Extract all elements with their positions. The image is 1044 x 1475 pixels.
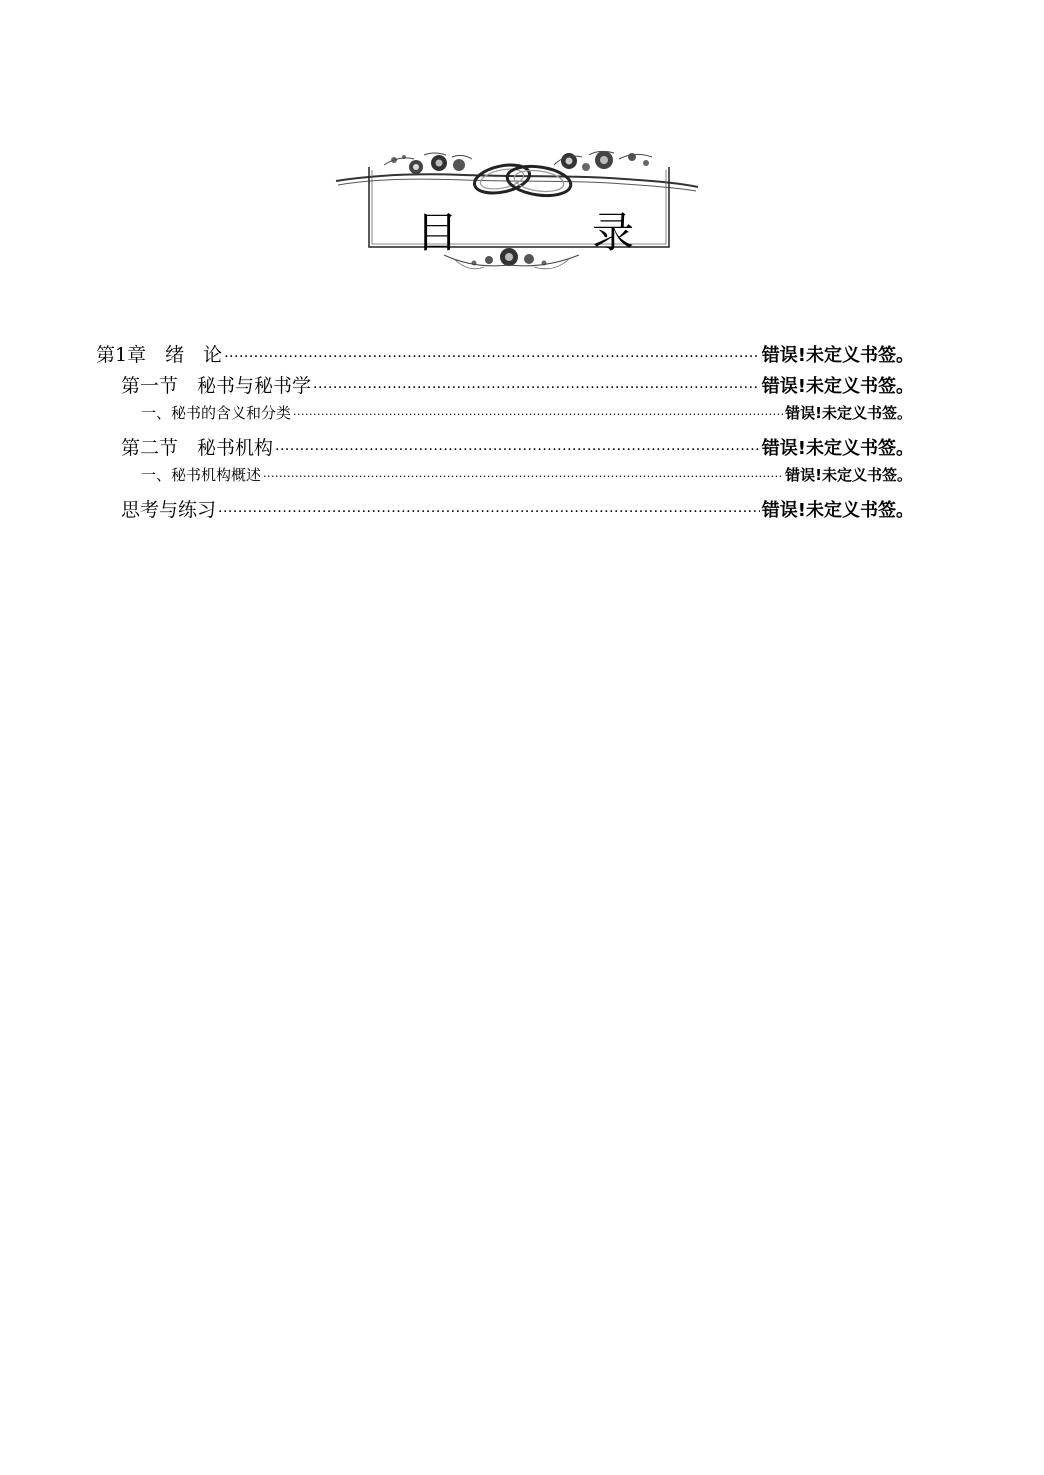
toc-title-char-1: 目 <box>416 208 459 257</box>
toc-entry-page-ref: 错误!未定义书签。 <box>785 404 912 422</box>
toc-entry-page-ref: 错误!未定义书签。 <box>785 466 912 484</box>
toc-entry-chapter-1[interactable] <box>96 340 914 371</box>
toc-entry-label: 第二节 秘书机构 <box>121 437 274 459</box>
floral-ring-frame-icon <box>334 145 702 280</box>
toc-dot-leader <box>218 504 760 520</box>
toc-entry-label: 思考与练习 <box>121 499 217 521</box>
toc-title-char-2: 录 <box>592 208 635 257</box>
toc-entry-label: 第一节 秘书与秘书学 <box>121 375 312 397</box>
toc-entry-label: 一、秘书机构概述 <box>141 466 262 484</box>
toc-entry-subsection-2-1[interactable] <box>96 464 914 495</box>
toc-entry-subsection-1-1[interactable] <box>96 402 914 433</box>
toc-dot-leader <box>313 380 760 396</box>
toc-entry-page-ref: 错误!未定义书签。 <box>761 376 914 397</box>
table-of-contents <box>96 340 914 526</box>
toc-entry-page-ref: 错误!未定义书签。 <box>761 438 914 459</box>
toc-entry-label: 第1章 绪 论 <box>96 344 223 366</box>
toc-entry-page-ref: 错误!未定义书签。 <box>761 500 914 521</box>
toc-title-ornament <box>334 145 702 280</box>
toc-entry-exercises[interactable] <box>96 495 914 526</box>
toc-dot-leader <box>224 349 760 365</box>
toc-dot-leader <box>293 408 783 421</box>
toc-entry-section-1[interactable] <box>96 371 914 402</box>
toc-entry-section-2[interactable] <box>96 433 914 464</box>
toc-entry-label: 一、秘书的含义和分类 <box>141 404 292 422</box>
toc-dot-leader <box>275 442 760 458</box>
toc-entry-page-ref: 错误!未定义书签。 <box>761 345 914 366</box>
toc-dot-leader <box>263 470 783 483</box>
